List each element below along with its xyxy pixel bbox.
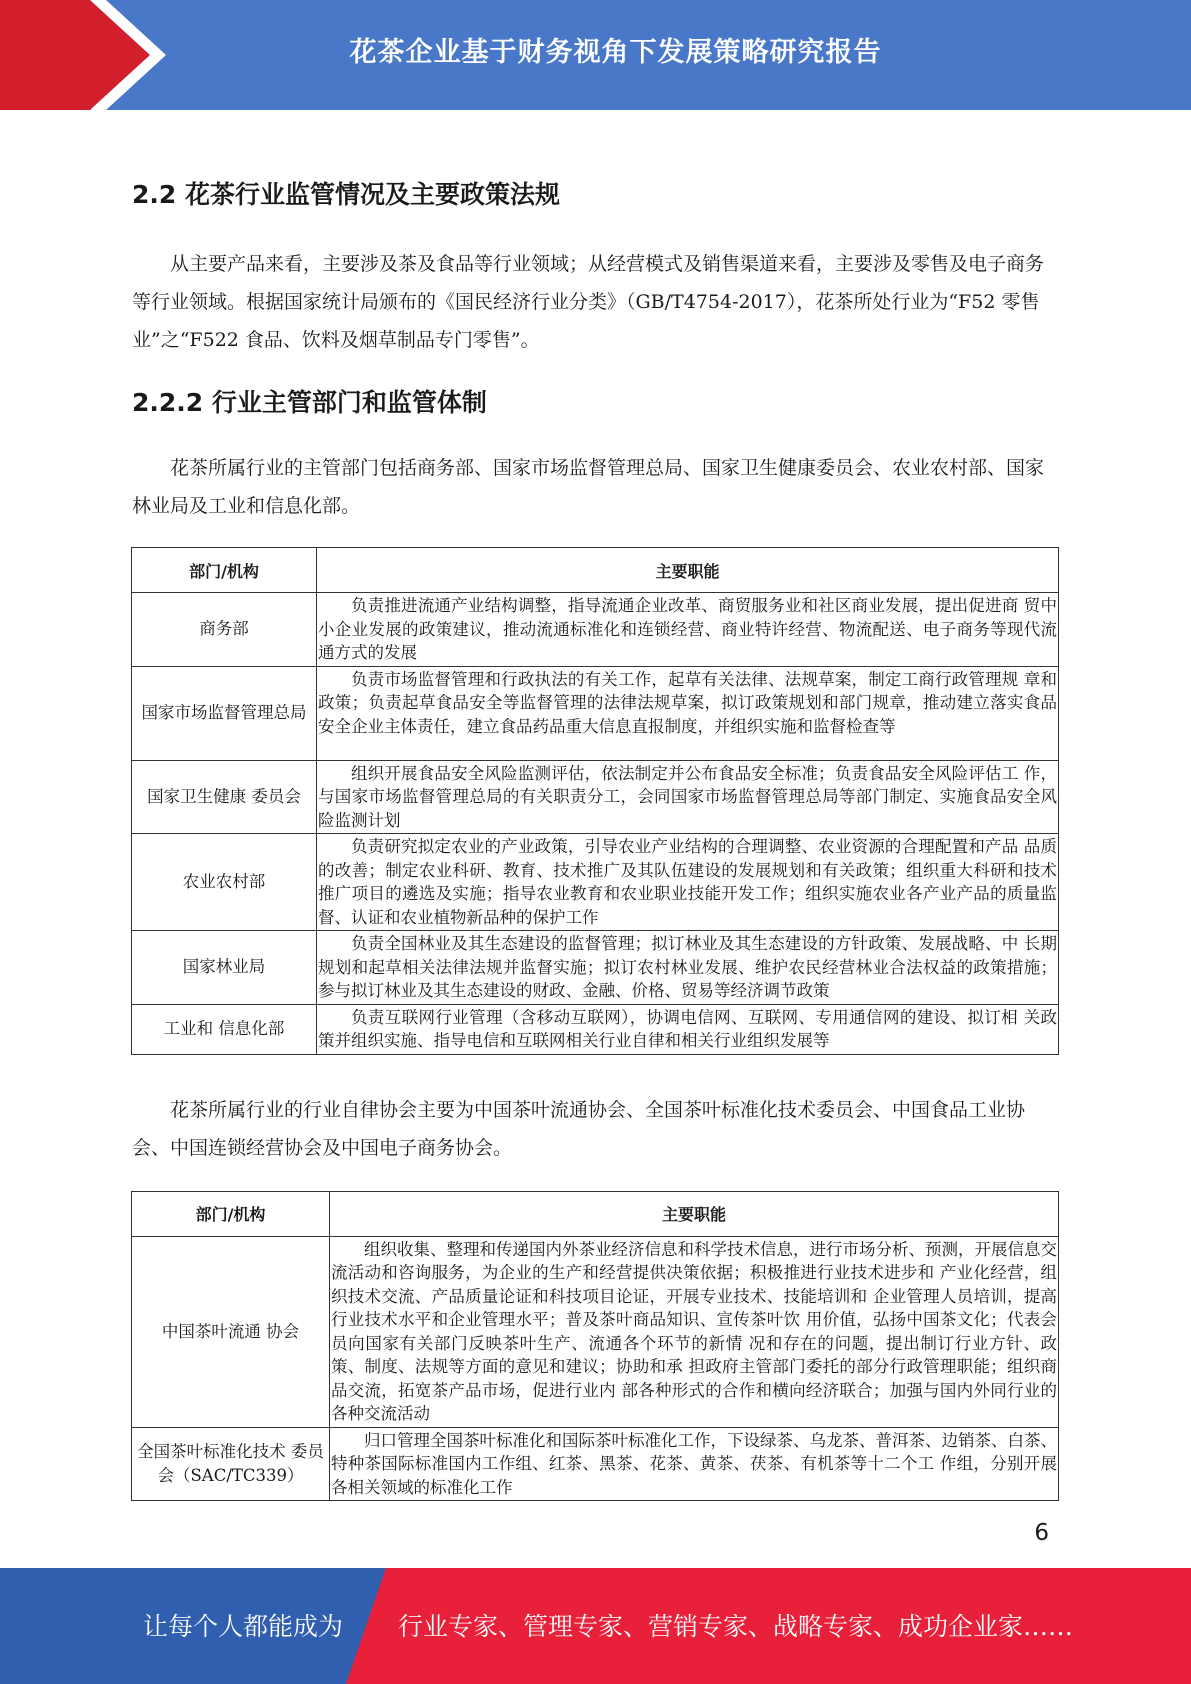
subsection-intro: 花茶所属行业的主管部门包括商务部、国家市场监督管理总局、国家卫生健康委员会、农业农村部、国家林业局及工业和信息化部。 [132, 457, 1045, 517]
association-intro: 花茶所属行业的行业自律协会主要为中国茶叶流通协会、全国茶叶标准化技术委员会、中国食品工业协会、中国连锁经营协会及中国电子商务协会。 [132, 1098, 1026, 1159]
column-header-duty: 主要职能 [317, 548, 1059, 593]
dept-cell: 国家卫生健康 委员会 [132, 760, 317, 834]
table-row [132, 834, 1059, 931]
report-title: 花茶企业基于财务视角下发展策略研究报告 [349, 37, 882, 68]
duty-cell: 负责推进流通产业结构调整，指导流通企业改革、商贸服务业和社区商业发展，提出促进商 贸中小企业发展的政策建议，推动流通标准化和连锁经营、商业特许经营、物流配送、电子商务等现代流通方式的发展 [317, 593, 1059, 667]
duty-cell: 负责互联网行业管理（含移动互联网），协调电信网、互联网、专用通信网的建设、拟订相 关政策并组织实施、指导电信和互联网相关行业自律和相关行业组织发展等 [317, 1004, 1059, 1054]
duty-cell: 负责市场监督管理和行政执法的有关工作，起草有关法律、法规草案，制定工商行政管理规 章和政策；负责起草食品安全等监督管理的法律法规草案，拟订政策规划和部门规章，推动建立落实食品安全企业主体责任，建立食品药品重大信息直报制度，并组织实施和监督检查等 [317, 666, 1059, 760]
dept-cell: 商务部 [132, 593, 317, 667]
dept-cell: 中国茶叶流通 协会 [132, 1236, 330, 1427]
main-content [132, 175, 1058, 1501]
duty-cell: 负责研究拟定农业的产业政策，引导农业产业结构的合理调整、农业资源的合理配置和产品 品质的改善；制定农业科研、教育、技术推广及其队伍建设的发展规划和有关政策；组织重大科研和技术推广项目的遴选及实施；指导农业教育和农业职业技能开发工作；组织实施农业各产业产品的质量监督、认证和农业植物新品种的保护工作 [317, 834, 1059, 931]
duty-cell: 组织开展食品安全风险监测评估，依法制定并公布食品安全标准；负责食品安全风险评估工 作，与国家市场监督管理总局的有关职责分工，会同国家市场监督管理总局等部门制定、实施食品安全风险监测计划 [317, 760, 1059, 834]
page-number: 6 [1034, 1520, 1049, 1546]
section-intro: 从主要产品来看，主要涉及茶及食品等行业领域；从经营模式及销售渠道来看，主要涉及零售及电子商务等行业领域。根据国家统计局颁布的《国民经济行业分类》（GB/T4754-2017），花茶所处行业为“F52 零售业”之“F522 食品、饮料及烟草制品专门零售”。 [132, 253, 1045, 351]
dept-cell: 国家林业局 [132, 931, 317, 1005]
subsection-heading: 2.2.2 行业主管部门和监管体制 [132, 388, 487, 417]
page-header [0, 0, 1191, 110]
table-row [132, 593, 1059, 667]
footer-slogan-left: 让每个人都能成为 [143, 1612, 344, 1641]
footer-slogan-right: 行业专家、管理专家、营销专家、战略专家、成功企业家…… [398, 1612, 1074, 1641]
dept-cell: 国家市场监督管理总局 [132, 666, 317, 760]
regulator-table [131, 547, 1059, 1055]
duty-cell: 组织收集、整理和传递国内外茶业经济信息和科学技术信息，进行市场分析、预测，开展信息交流活动和咨询服务，为企业的生产和经营提供决策依据；积极推进行业技术进步和 产业化经营，组织技术交流、产品质量论证和科技项目论证，开展专业技术、技能培训和 企业管理人员培训，提高行业技术水平和企业管理水平；普及茶叶商品知识、宣传茶叶饮 用价值，弘扬中国茶文化；代表会员向国家有关部门反映茶叶生产、流通各个环节的新情 况和存在的问题，提出制订行业方针、政策、制度、法规等方面的意见和建议；协助和承 担政府主管部门委托的部分行政管理职能；组织商品交流，拓宽茶产品市场，促进行业内 部各种形式的合作和横向经济联合；加强与国内外同行业的各种交流活动 [330, 1236, 1059, 1427]
dept-cell: 农业农村部 [132, 834, 317, 931]
column-header-dept: 部门/机构 [132, 548, 317, 593]
dept-cell: 工业和 信息化部 [132, 1004, 317, 1054]
table-row [132, 1236, 1059, 1427]
duty-cell: 负责全国林业及其生态建设的监督管理；拟订林业及其生态建设的方针政策、发展战略、中 长期规划和起草相关法律法规并监督实施；拟订农村林业发展、维护农民经营林业合法权益的政策措施；参与拟订林业及其生态建设的财政、金融、价格、贸易等经济调节政策 [317, 931, 1059, 1005]
section-heading: 2.2 花茶行业监管情况及主要政策法规 [132, 180, 560, 209]
table-row [132, 666, 1059, 760]
table-header-row [132, 1191, 1059, 1236]
table-row [132, 931, 1059, 1005]
table-row [132, 1004, 1059, 1054]
table-row [132, 1427, 1059, 1501]
column-header-dept: 部门/机构 [132, 1191, 330, 1236]
page-footer [0, 1568, 1191, 1684]
table-row [132, 760, 1059, 834]
column-header-duty: 主要职能 [330, 1191, 1059, 1236]
dept-cell: 全国茶叶标准化技术 委员会（SAC/TC339） [132, 1427, 330, 1501]
table-header-row [132, 548, 1059, 593]
association-table [131, 1191, 1059, 1502]
duty-cell: 归口管理全国茶叶标准化和国际茶叶标准化工作，下设绿茶、乌龙茶、普洱茶、边销茶、白茶、特种茶国际标准国内工作组、红茶、黑茶、花茶、黄茶、茯茶、有机茶等十二个工 作组，分别开展各相关领域的标准化工作 [330, 1427, 1059, 1501]
